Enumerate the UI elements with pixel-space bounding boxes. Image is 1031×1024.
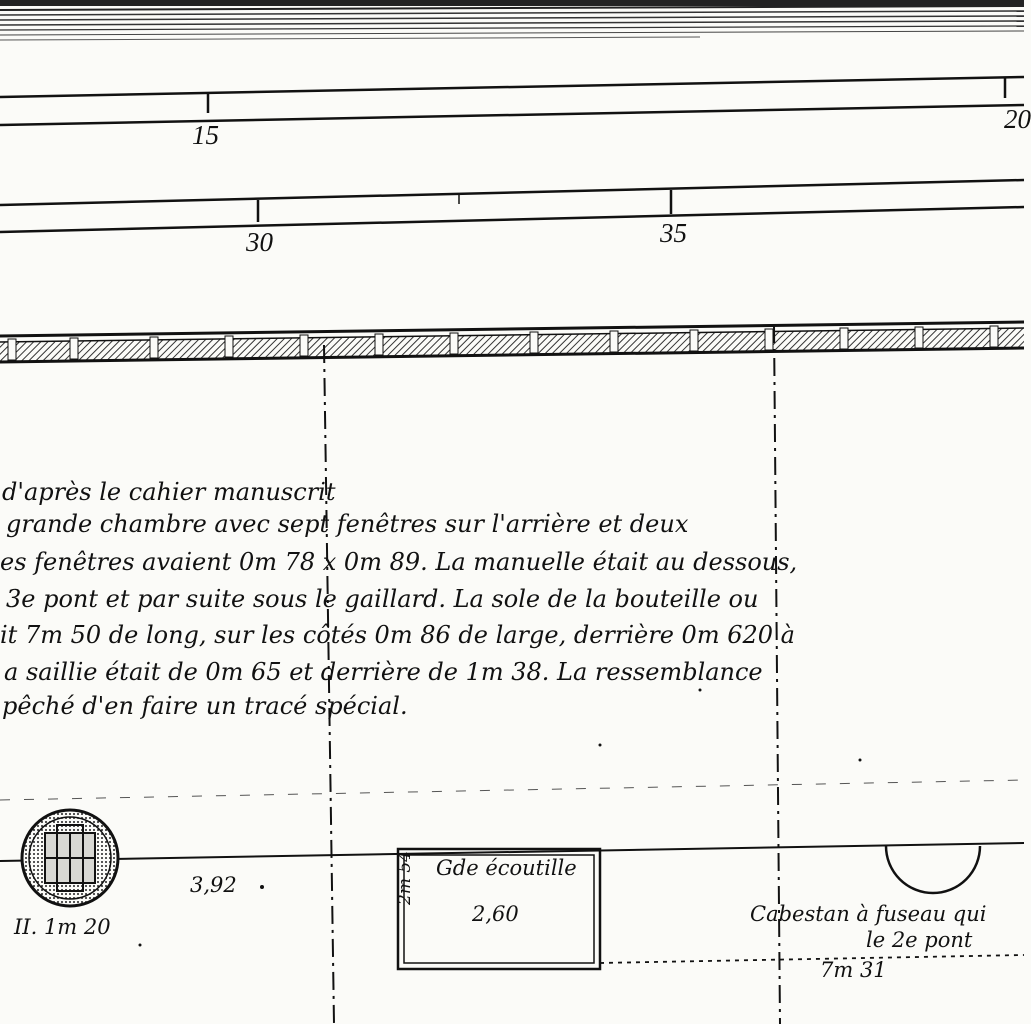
top-border [0, 0, 1024, 40]
note-line-7: pêché d'en faire un tracé spécial. [2, 692, 408, 720]
upper-scale-bar [0, 77, 1024, 125]
note-line-1: d'après le cahier manuscrit [2, 478, 336, 506]
hatch-width-label: 2m 54 [395, 851, 415, 905]
span-dimension-label: 3,92 [190, 873, 237, 897]
faint-dotted-line [0, 780, 1024, 800]
scale-label-20: 20 [1004, 104, 1031, 134]
mast-dimension-label: II. 1m 20 [14, 915, 111, 939]
capstan-icon [886, 846, 980, 893]
hatch-title-label: Gde écoutille [436, 856, 577, 880]
scale-label-15: 15 [192, 120, 219, 150]
capstan-label-line2: le 2e pont [866, 928, 973, 952]
note-line-5: it 7m 50 de long, sur les côtés 0m 86 de large, derrière 0m 620 à [0, 621, 795, 649]
scale-label-30: 30 [246, 227, 273, 257]
note-line-4: 3e pont et par suite sous le gaillard. La sole de la bouteille ou [6, 585, 759, 613]
centre-line [600, 955, 1024, 963]
note-line-2: grande chambre avec sept fenêtres sur l'arrière et deux [6, 510, 689, 538]
note-line-6: a saillie était de 0m 65 et derrière de 1m 38. La ressemblance [4, 658, 763, 686]
deck-planking-band [0, 322, 1024, 362]
capstan-dimension-label: 7m 31 [820, 958, 887, 982]
mast-section-icon [22, 810, 118, 906]
hatch-length-label: 2,60 [472, 902, 519, 926]
capstan-label-line1: Cabestan à fuseau qui [750, 902, 987, 926]
lower-scale-bar [0, 180, 1024, 232]
scale-label-35: 35 [660, 218, 687, 248]
note-line-3: es fenêtres avaient 0m 78 x 0m 89. La manuelle était au dessous, [0, 548, 798, 576]
